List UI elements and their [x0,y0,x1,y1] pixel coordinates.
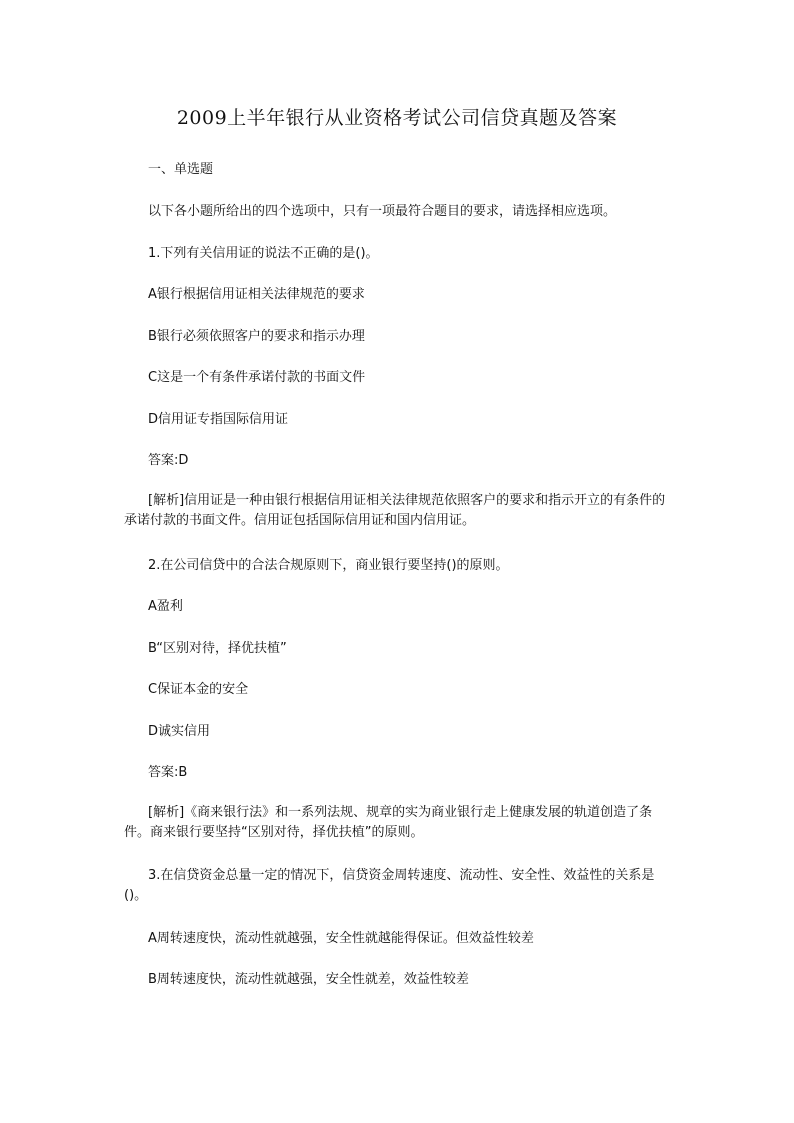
instructions-text: 以下各小题所给出的四个选项中，只有一项最符合题目的要求，请选择相应选项。 [148,204,617,219]
question-2-analysis: [解析]《商来银行法》和一系列法规、规章的实为商业银行走上健康发展的轨道创造了条件。商来银行要坚持“区别对待，择优扶植”的原则。 [124,805,653,840]
question-1-option-a: A银行根据信用证相关法律规范的要求 [148,287,365,302]
question-1-option-b: B银行必须依照客户的要求和指示办理 [148,329,365,344]
question-2-answer: 答案:B [148,765,188,780]
question-2-option-a: A盈利 [148,599,183,614]
question-2-option-d: D诚实信用 [148,724,211,739]
question-2-stem: 2.在公司信贷中的合法合规原则下，商业银行要坚持()的原则。 [148,558,509,573]
question-3-stem: 3.在信贷资金总量一定的情况下，信贷资金周转速度、流动性、安全性、效益性的关系是()。 [124,868,655,903]
question-2-option-c: C保证本金的安全 [148,682,249,697]
question-2-option-b: B“区别对待，择优扶植” [148,641,287,656]
question-3-option-b: B周转速度快，流动性就越强，安全性就差，效益性较差 [148,972,469,987]
document-title: 2009上半年银行从业资格考试公司信贷真题及答案 [176,107,618,129]
question-3-option-a: A周转速度快，流动性就越强，安全性就越能得保证。但效益性较差 [148,931,534,946]
question-1-answer: 答案:D [148,453,189,468]
section-heading: 一、单选题 [148,162,214,177]
question-1-analysis: [解析]信用证是一种由银行根据信用证相关法律规范依照客户的要求和指示开立的有条件的承诺付款的书面文件。信用证包括国际信用证和国内信用证。 [124,493,666,528]
question-1-stem: 1.下列有关信用证的说法不正确的是()。 [148,246,379,261]
question-1-option-d: D信用证专指国际信用证 [148,412,289,427]
question-1-option-c: C这是一个有条件承诺付款的书面文件 [148,370,366,385]
